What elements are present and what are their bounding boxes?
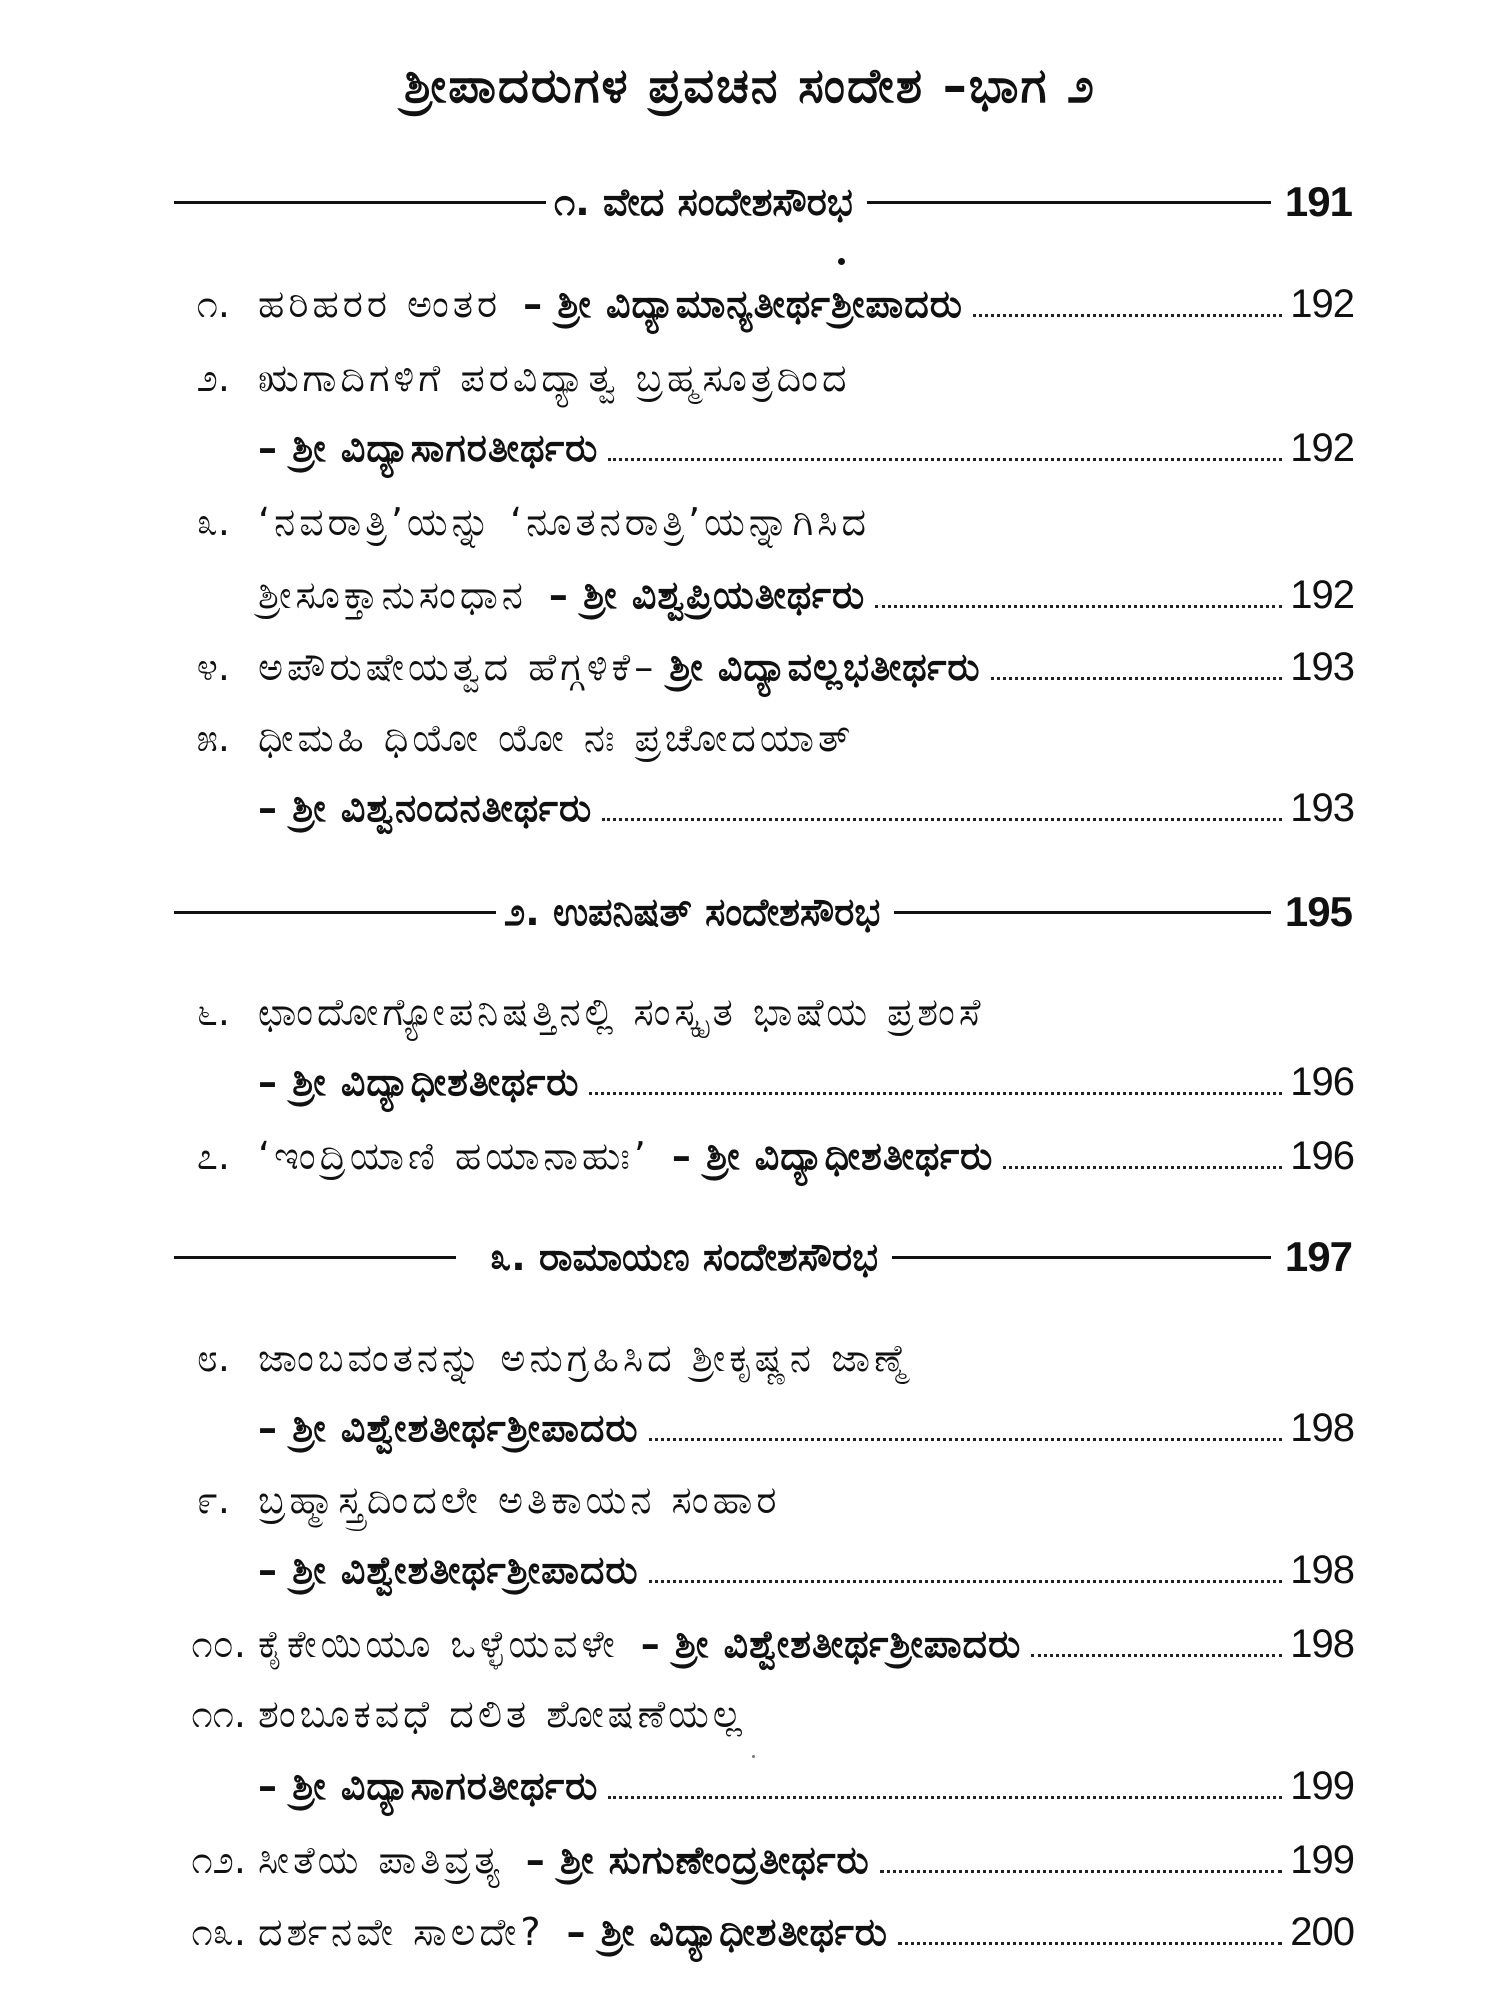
section-heading-label: ೧. ವೇದ ಸಂದೇಶಸೌರಭ — [554, 179, 853, 224]
dot-leader — [880, 1870, 1283, 1873]
entry-page-number: 192 — [1290, 426, 1354, 470]
toc-entry[interactable] — [140, 1838, 1354, 1883]
entry-title: ದರ್ಶನವೇ ಸಾಲದೇ? — [258, 1910, 545, 1954]
entry-author: – ಶ್ರೀ ವಿಶ್ವೇಶತೀರ್ಥಶ್ರೀಪಾದರು — [258, 1548, 639, 1592]
entry-page-number: 193 — [1290, 645, 1354, 689]
section-rule-right — [892, 1256, 1271, 1259]
entry-title: ಸೀತೆಯ ಪಾತಿವ್ರತ್ಯ — [258, 1838, 504, 1882]
toc-entry[interactable] — [150, 356, 1354, 401]
dot-leader — [608, 458, 1282, 461]
entry-number: ೮. — [196, 1336, 230, 1380]
entry-number: ೩. — [196, 500, 230, 544]
entry-author: – ಶ್ರೀ ವಿದ್ಯಾಸಾಗರತೀರ್ಥರು — [258, 426, 599, 470]
entry-author: – ಶ್ರೀ ಸುಗುಣೇಂದ್ರತೀರ್ಥರು — [525, 1838, 870, 1882]
entry-page-number: 198 — [1290, 1548, 1354, 1592]
entry-page-number: 198 — [1290, 1622, 1354, 1666]
entry-title: ಬ್ರಹ್ಮಾಸ್ತ್ರದಿಂದಲೇ ಅತಿಕಾಯನ ಸಂಹಾರ — [258, 1478, 781, 1522]
entry-number: ೧. — [196, 282, 230, 326]
entry-page-number: 199 — [1290, 1838, 1354, 1882]
entry-title: ಕೈಕೇಯಿಯೂ ಒಳ್ಳೆಯವಳೇ — [258, 1622, 619, 1666]
entry-number: ೧೨. — [191, 1838, 246, 1882]
print-speck — [752, 1755, 755, 1758]
toc-entry[interactable] — [150, 716, 1354, 761]
entry-author: – ಶ್ರೀ ವಿಶ್ವನಂದನತೀರ್ಥರು — [258, 786, 593, 830]
dot-leader — [898, 1942, 1282, 1945]
entry-page-number: 199 — [1290, 1764, 1354, 1808]
dot-leader — [589, 1092, 1282, 1095]
entry-title: ಋಗಾದಿಗಳಿಗೆ ಪರವಿದ್ಯಾತ್ವ ಬ್ರಹ್ಮಸೂತ್ರದಿಂದ — [258, 356, 851, 400]
toc-entry[interactable] — [150, 645, 1354, 690]
toc-entry[interactable] — [150, 990, 1354, 1035]
entry-author: – ಶ್ರೀ ವಿದ್ಯಾಧೀಶತೀರ್ಥರು — [671, 1134, 994, 1178]
section-page-number: 191 — [1284, 178, 1352, 225]
section-heading-ramayana — [174, 1233, 1352, 1281]
entry-author: – ಶ್ರೀ ವಿಶ್ವಪ್ರಿಯತೀರ್ಥರು — [548, 573, 866, 617]
entry-title: ಧೀಮಹಿ ಧಿಯೋ ಯೋ ನಃ ಪ್ರಚೋದಯಾತ್ — [258, 716, 855, 760]
entry-title: ‘ಇಂದ್ರಿಯಾಣಿ ಹಯಾನಾಹುಃ’ — [258, 1134, 650, 1178]
entry-number: ೧೦. — [191, 1622, 246, 1666]
section-rule-left — [174, 1256, 456, 1259]
entry-page-number: 196 — [1290, 1060, 1354, 1104]
entry-title: ಹರಿಹರರ ಅಂತರ — [258, 282, 502, 326]
entry-page-number: 193 — [1290, 786, 1354, 830]
dot-leader — [602, 818, 1282, 821]
dot-leader — [1003, 1166, 1282, 1169]
entry-number: ೧೧. — [191, 1692, 246, 1736]
entry-number: ೪. — [196, 645, 230, 689]
entry-page-number: 192 — [1290, 282, 1354, 326]
section-heading-label: ೨. ಉಪನಿಷತ್ ಸಂದೇಶಸೌರಭ — [504, 889, 881, 934]
section-rule-right — [867, 201, 1271, 204]
entry-author: ಶ್ರೀ ವಿದ್ಯಾವಲ್ಲಭತೀರ್ಥರು — [669, 645, 981, 689]
dot-leader — [875, 605, 1282, 608]
entry-title: ಜಾಂಬವಂತನನ್ನು ಅನುಗ್ರಹಿಸಿದ ಶ್ರೀಕೃಷ್ಣನ ಜಾಣ್ಮೆ — [258, 1336, 911, 1380]
dot-leader — [649, 1438, 1283, 1441]
toc-entry-continuation[interactable] — [258, 786, 1354, 831]
toc-entry[interactable] — [150, 500, 1354, 545]
toc-entry[interactable] — [150, 1336, 1354, 1381]
toc-entry-continuation[interactable] — [258, 573, 1354, 618]
toc-entry-continuation[interactable] — [258, 1764, 1354, 1809]
entry-page-number: 200 — [1290, 1910, 1354, 1954]
entry-author: – ಶ್ರೀ ವಿದ್ಯಾಧೀಶತೀರ್ಥರು — [258, 1060, 580, 1104]
entry-author: – ಶ್ರೀ ವಿದ್ಯಾಧೀಶತೀರ್ಥರು — [566, 1910, 888, 1954]
toc-entry-continuation[interactable] — [258, 1548, 1354, 1593]
toc-entry-continuation[interactable] — [258, 1406, 1354, 1451]
entry-number: ೫. — [196, 716, 230, 760]
toc-entry-continuation[interactable] — [258, 1060, 1354, 1105]
toc-entry-continuation[interactable] — [258, 426, 1354, 471]
page-title: ಶ್ರೀಪಾದರುಗಳ ಪ್ರವಚನ ಸಂದೇಶ –ಭಾಗ ೨ — [403, 58, 1097, 114]
entry-page-number: 192 — [1290, 573, 1354, 617]
section-rule-left — [174, 911, 496, 914]
dot-leader — [991, 677, 1283, 680]
entry-author: – ಶ್ರೀ ವಿಶ್ವೇಶತೀರ್ಥಶ್ರೀಪಾದರು — [640, 1622, 1022, 1666]
section-page-number: 197 — [1284, 1233, 1352, 1280]
section-rule-right — [894, 911, 1271, 914]
section-rule-left — [174, 201, 546, 204]
toc-entry[interactable] — [150, 1478, 1354, 1523]
toc-entry[interactable] — [140, 1622, 1354, 1667]
section-page-number: 195 — [1284, 888, 1352, 935]
entry-author: – ಶ್ರೀ ವಿಶ್ವೇಶತೀರ್ಥಶ್ರೀಪಾದರು — [258, 1406, 639, 1450]
entry-page-number: 196 — [1290, 1134, 1354, 1178]
print-speck — [838, 258, 845, 265]
section-heading-label: ೩. ರಾಮಾಯಣ ಸಂದೇಶಸೌರಭ — [490, 1234, 879, 1279]
entry-title: ಅಪೌರುಷೇಯತ್ವದ ಹೆಗ್ಗಳಿಕೆ– — [258, 645, 658, 689]
entry-number: ೭. — [196, 1134, 230, 1178]
dot-leader — [1031, 1654, 1282, 1657]
entry-author: – ಶ್ರೀ ವಿದ್ಯಾಸಾಗರತೀರ್ಥರು — [258, 1764, 599, 1808]
toc-entry[interactable] — [150, 1134, 1354, 1179]
entry-title: ‘ನವರಾತ್ರಿ’ಯನ್ನು ‘ನೂತನರಾತ್ರಿ’ಯನ್ನಾಗಿಸಿದ — [258, 500, 870, 544]
entry-number: ೧೩. — [191, 1910, 246, 1954]
entry-title-continued: ಶ್ರೀಸೂಕ್ತಾನುಸಂಧಾನ — [258, 573, 527, 617]
dot-leader — [608, 1796, 1282, 1799]
entry-author: – ಶ್ರೀ ವಿದ್ಯಾಮಾನ್ಯತೀರ್ಥಶ್ರೀಪಾದರು — [523, 282, 963, 326]
entry-title: ಶಂಬೂಕವಧೆ ದಲಿತ ಶೋಷಣೆಯಲ್ಲ — [258, 1692, 746, 1736]
dot-leader — [649, 1580, 1283, 1583]
toc-entry[interactable] — [140, 1910, 1354, 1955]
section-heading-veda — [174, 178, 1352, 226]
entry-number: ೨. — [196, 356, 230, 400]
toc-entry[interactable] — [150, 282, 1354, 327]
toc-entry[interactable] — [140, 1692, 1354, 1737]
section-heading-upanishat — [174, 888, 1352, 936]
entry-number: ೬. — [196, 990, 230, 1034]
entry-title: ಛಾಂದೋಗ್ಯೋಪನಿಷತ್ತಿನಲ್ಲಿ ಸಂಸ್ಕೃತ ಭಾಷೆಯ ಪ್ರಶಂಸೆ — [258, 990, 985, 1034]
entry-number: ೯. — [196, 1478, 230, 1522]
dot-leader — [973, 314, 1282, 317]
entry-page-number: 198 — [1290, 1406, 1354, 1450]
